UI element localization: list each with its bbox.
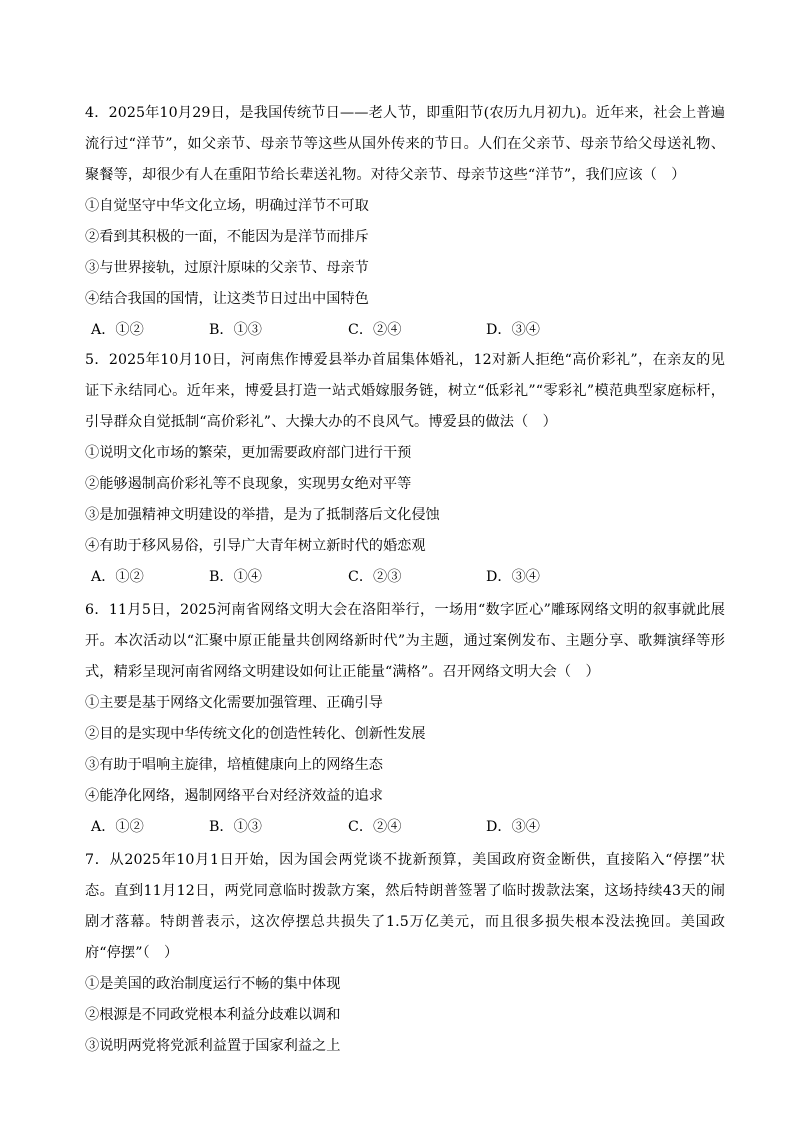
- statement-3: ③与世界接轨，过原汁原味的父亲节、母亲节: [85, 260, 369, 276]
- question-stem: 5．2025年10月10日，河南焦作博爱县举办首届集体婚礼，12对新人拒绝“高价彩礼”，在亲友的见证下永结同心。近年来，博爱县打造一站式婚嫁服务链，树立“低彩礼”“零彩礼”模范典型家庭标杆，引导群众自觉抵制“高价彩礼”、大操大办的不良风气。博爱县的做法（ ）: [85, 352, 725, 430]
- answer-choices: [85, 562, 725, 593]
- statement-3: ③是加强精神文明建设的举措，是为了抵制落后文化侵蚀: [85, 507, 440, 523]
- choice-d[interactable]: D．③④: [486, 322, 540, 338]
- choice-b[interactable]: B．①③: [209, 322, 262, 338]
- choice-d[interactable]: D．③④: [486, 819, 540, 835]
- choice-a[interactable]: A．①②: [91, 569, 144, 585]
- choice-c[interactable]: C．②④: [348, 819, 402, 835]
- question-stem: 6．11月5日，2025河南省网络文明大会在洛阳举行，一场用“数字匠心”雕琢网络文明的叙事就此展开。本次活动以“汇聚中原正能量共创网络新时代”为主题，通过案例发布、主题分享、歌舞演绎等形式，精彩呈现河南省网络文明建设如何让正能量“满格”。召开网络文明大会（ ）: [85, 602, 725, 680]
- statement-2: ②目的是实现中华传统文化的创造性转化、创新性发展: [85, 726, 426, 742]
- statement-2: ②能够遏制高价彩礼等不良现象，实现男女绝对平等: [85, 476, 412, 492]
- statement-1: ①是美国的政治制度运行不畅的集中体现: [85, 976, 341, 992]
- choice-b[interactable]: B．①③: [209, 819, 262, 835]
- choice-b[interactable]: B．①④: [209, 569, 262, 585]
- statement-1: ①说明文化市场的繁荣，更加需要政府部门进行干预: [85, 445, 412, 461]
- statement-4: ④结合我国的国情，让这类节日过出中国特色: [85, 291, 369, 307]
- question-7: [85, 845, 725, 1062]
- statement-4: ④有助于移风易俗，引导广大青年树立新时代的婚恋观: [85, 538, 426, 554]
- statement-3: ③有助于唱响主旋律，培植健康向上的网络生态: [85, 757, 383, 773]
- statement-2: ②看到其积极的一面，不能因为是洋节而排斥: [85, 229, 369, 245]
- statement-4: ④能净化网络，遏制网络平台对经济效益的追求: [85, 788, 383, 804]
- statement-1: ①自觉坚守中华文化立场，明确过洋节不可取: [85, 198, 369, 214]
- choice-a[interactable]: A．①②: [91, 819, 144, 835]
- statement-2: ②根源是不同政党根本利益分歧难以调和: [85, 1007, 341, 1023]
- choice-a[interactable]: A．①②: [91, 322, 144, 338]
- question-stem: 7．从2025年10月1日开始，因为国会两党谈不拢新预算，美国政府资金断供，直接陷入“停摆”状态。直到11月12日，两党同意临时拨款方案，然后特朗普签署了临时拨款法案，这场持续43天的闹剧才落幕。特朗普表示，这次停摆总共损失了1.5万亿美元，而且很多损失根本没法挽回。美国政府“停摆”（ ）: [85, 852, 725, 961]
- statement-3: ③说明两党将党派利益置于国家利益之上: [85, 1038, 341, 1054]
- question-5: [85, 345, 725, 593]
- question-4: [85, 98, 725, 346]
- choice-c[interactable]: C．②③: [348, 569, 402, 585]
- choice-c[interactable]: C．②④: [348, 322, 402, 338]
- question-stem: 4．2025年10月29日，是我国传统节日——老人节，即重阳节(农历九月初九)。近年来，社会上普遍流行过“洋节”，如父亲节、母亲节等这些从国外传来的节日。人们在父亲节、母亲节给父母送礼物、聚餐等，却很少有人在重阳节给长辈送礼物。对待父亲节、母亲节这些“洋节”，我们应该（ ）: [85, 105, 725, 183]
- answer-choices: [85, 812, 725, 843]
- statement-1: ①主要是基于网络文化需要加强管理、正确引导: [85, 695, 383, 711]
- choice-d[interactable]: D．③④: [486, 569, 540, 585]
- question-6: [85, 595, 725, 843]
- answer-choices: [85, 315, 725, 346]
